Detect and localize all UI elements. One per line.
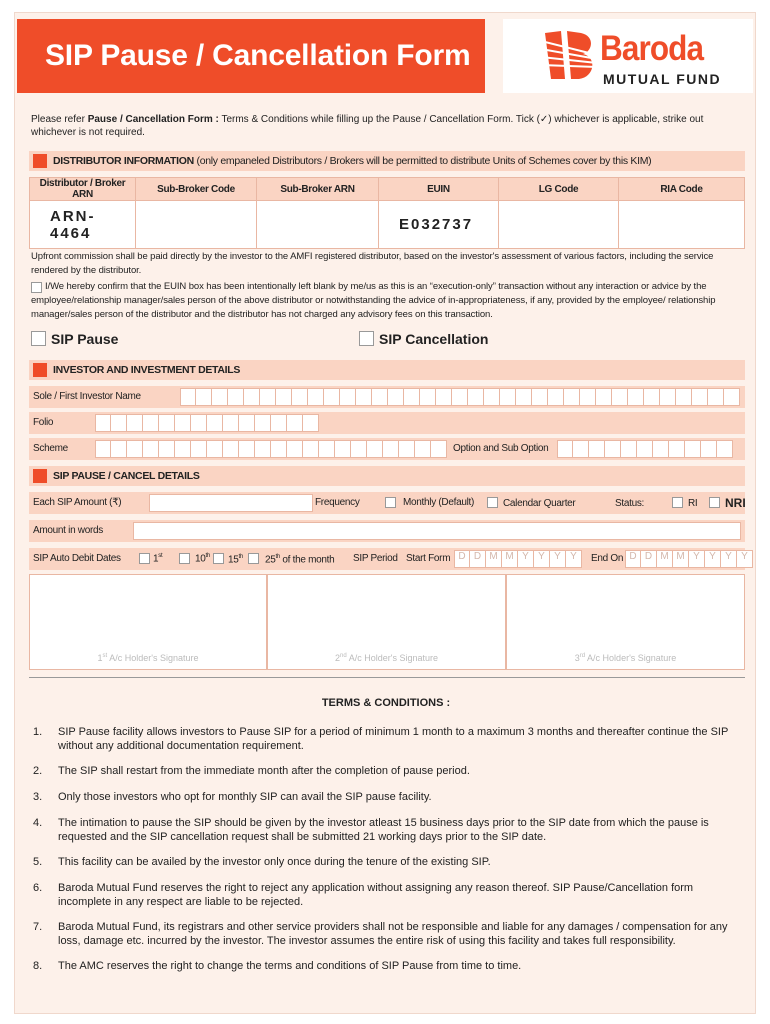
scheme-row	[29, 438, 745, 460]
debit-dates-label: SIP Auto Debit Dates	[33, 553, 121, 564]
date-25-num: 25	[265, 554, 276, 566]
monthly-checkbox[interactable]	[385, 497, 396, 508]
investor-name-input[interactable]	[180, 388, 740, 406]
lg-code-field[interactable]	[499, 201, 619, 249]
signature-box-3[interactable]	[506, 574, 745, 670]
monthly-label: Monthly (Default)	[403, 497, 475, 508]
quarterly-checkbox[interactable]	[487, 497, 498, 508]
date-1-suffix: st	[158, 553, 163, 559]
term-item	[33, 959, 743, 973]
folio-row	[29, 412, 745, 434]
date-1-num: 1	[153, 553, 159, 565]
logo-subtitle: MUTUAL FUND	[603, 71, 722, 87]
term-item	[33, 764, 743, 778]
amount-label: Each SIP Amount (₹)	[33, 497, 122, 508]
end-d2: D	[641, 550, 657, 568]
term-item	[33, 855, 743, 869]
sub-broker-arn-field[interactable]	[257, 201, 379, 249]
intro-text	[31, 113, 751, 139]
sig-3-num: 3	[574, 653, 580, 663]
term-item	[33, 725, 743, 753]
term-number: 4.	[33, 817, 43, 829]
distributor-title: DISTRIBUTOR INFORMATION	[53, 155, 194, 167]
col-header: Distributor / Broker ARN	[30, 178, 136, 201]
divider	[29, 677, 745, 678]
term-item	[33, 881, 743, 909]
terms-title: TERMS & CONDITIONS :	[321, 697, 451, 709]
col-header: Sub-Broker ARN	[257, 178, 379, 201]
sig-1-num: 1	[97, 653, 103, 663]
sip-cancellation-checkbox[interactable]	[359, 331, 374, 346]
sip-title: SIP PAUSE / CANCEL DETAILS	[53, 470, 200, 482]
investor-name-row	[29, 386, 745, 408]
start-m1: M	[486, 550, 502, 568]
term-number: 6.	[33, 882, 43, 894]
end-y3: Y	[721, 550, 737, 568]
date-25-text: of the month	[279, 554, 335, 566]
signature-box-2[interactable]	[267, 574, 506, 670]
sig-2-suffix: nd	[340, 653, 347, 659]
option-label: Option and Sub Option	[453, 443, 549, 454]
start-y4: Y	[566, 550, 582, 568]
euin-declaration-text	[31, 280, 747, 322]
amount-words-input[interactable]	[133, 522, 741, 540]
term-text: The AMC reserves the right to change the terms and conditions of SIP Pause from time to time.	[58, 960, 522, 972]
date-10-checkbox[interactable]	[179, 553, 190, 564]
date-10-num: 10	[195, 553, 206, 565]
sig-2-num: 2	[335, 653, 341, 663]
euin-declaration-checkbox[interactable]	[31, 282, 42, 293]
signature-box-1[interactable]	[29, 574, 267, 670]
sig-3-suffix: rd	[579, 653, 586, 659]
term-text: This facility can be availed by the investor only once during the tenure of the existing SIP.	[58, 856, 491, 868]
intro-bold: Pause / Cancellation Form :	[87, 114, 219, 125]
folio-label: Folio	[33, 417, 54, 428]
date-10-label	[195, 553, 210, 564]
term-text: Baroda Mutual Fund reserves the right to reject any application without assigning any reason thereof. SIP Pause/Cancellation form incomplete in any respect are liable to be rejected.	[58, 882, 694, 908]
amount-words-label: Amount in words	[33, 525, 103, 536]
term-number: 5.	[33, 856, 43, 868]
col-header: EUIN	[379, 178, 499, 201]
start-d1: D	[454, 550, 470, 568]
upfront-commission-text: Upfront commission shall be paid directly by the investor to the AMFI registered distributor, based on the investor's assessment of various factors, including the service rendered by the distributor.	[31, 251, 714, 276]
quarterly-label: Calendar Quarter	[503, 498, 576, 509]
date-25-suffix: th	[275, 554, 280, 560]
term-number: 2.	[33, 765, 43, 777]
sig-3-text: A/c Holder's Signature	[585, 653, 677, 663]
option-input[interactable]	[557, 440, 733, 458]
sip-period-label: SIP Period	[353, 553, 398, 564]
nri-label: NRI	[725, 496, 746, 510]
nri-checkbox[interactable]	[709, 497, 720, 508]
distributor-note: (only empaneled Distributors / Brokers will be permitted to distribute Units of Schemes cover by this KIM)	[193, 155, 652, 167]
ri-checkbox[interactable]	[672, 497, 683, 508]
start-date-input[interactable]	[454, 550, 582, 568]
section-marker-icon	[33, 469, 47, 483]
term-item	[33, 920, 743, 948]
ri-label: RI	[688, 498, 698, 509]
date-15-checkbox[interactable]	[213, 553, 224, 564]
investor-name-label: Sole / First Investor Name	[33, 391, 141, 402]
date-10-suffix: th	[205, 553, 210, 559]
term-item	[33, 790, 743, 804]
term-text: Only those investors who opt for monthly SIP can avail the SIP pause facility.	[58, 791, 432, 803]
end-date-input[interactable]	[625, 550, 753, 568]
signature-2-label	[268, 653, 505, 663]
date-1-checkbox[interactable]	[139, 553, 150, 564]
amount-words-row	[29, 520, 745, 542]
amount-input[interactable]	[149, 494, 313, 512]
start-y1: Y	[518, 550, 534, 568]
term-text: The SIP shall restart from the immediate month after the completion of pause period.	[58, 765, 470, 777]
term-text: The intimation to pause the SIP should be given by the investor atleast 15 business days prior to the SIP date from which the pause is requested and the SIP cancellation request shall be submitted 21 working days prior to the SIP date.	[58, 817, 709, 843]
term-number: 1.	[33, 726, 43, 738]
folio-input[interactable]	[95, 414, 319, 432]
scheme-label: Scheme	[33, 443, 68, 454]
end-d1: D	[625, 550, 641, 568]
col-header: RIA Code	[619, 178, 745, 201]
sip-cancellation-label: SIP Cancellation	[379, 331, 489, 347]
term-number: 7.	[33, 921, 43, 933]
scheme-input[interactable]	[95, 440, 447, 458]
start-y2: Y	[534, 550, 550, 568]
date-15-suffix: th	[238, 554, 243, 560]
section-marker-icon	[33, 363, 47, 377]
end-on-label: End On	[591, 553, 624, 564]
ria-code-field[interactable]	[619, 201, 745, 249]
intro-rest: Terms & Conditions while filling up the Pause / Cancellation Form. Tick (✓) whichever is applicable, strike out whichever is not required.	[31, 114, 704, 138]
amount-row	[29, 492, 745, 514]
term-text: SIP Pause facility allows investors to Pause SIP for a period of minimum 1 month to a maximum 3 months and thereafter continue the SIP without any additional documentation requirement.	[58, 726, 729, 752]
term-item	[33, 816, 743, 844]
sip-section-header	[29, 466, 745, 486]
col-header: Sub-Broker Code	[136, 178, 257, 201]
signature-3-label	[507, 653, 744, 663]
sip-pause-checkbox[interactable]	[31, 331, 46, 346]
intro-prefix: Please refer	[31, 114, 88, 125]
section-marker-icon	[33, 154, 47, 168]
form-page	[14, 12, 756, 1014]
distributor-table	[29, 177, 745, 249]
date-1-label	[153, 553, 162, 564]
baroda-logo	[503, 19, 753, 93]
sig-1-text: A/c Holder's Signature	[107, 653, 199, 663]
investor-title: INVESTOR AND INVESTMENT DETAILS	[53, 364, 241, 376]
distributor-section-header	[29, 151, 745, 171]
end-y4: Y	[737, 550, 753, 568]
sig-2-text: A/c Holder's Signature	[346, 653, 438, 663]
arn-field[interactable]: ARN-4464	[30, 201, 136, 249]
form-title: SIP Pause / Cancellation Form	[45, 39, 471, 72]
debit-dates-row	[29, 548, 748, 570]
end-m2: M	[673, 550, 689, 568]
end-y2: Y	[705, 550, 721, 568]
investor-section-header	[29, 360, 745, 380]
date-15-num: 15	[228, 554, 239, 566]
sip-pause-label: SIP Pause	[51, 331, 119, 347]
date-15-label	[228, 554, 243, 565]
start-d2: D	[470, 550, 486, 568]
sig-1-suffix: st	[102, 653, 108, 659]
signature-1-label	[30, 653, 266, 663]
start-y3: Y	[550, 550, 566, 568]
date-25-label	[265, 554, 334, 565]
status-label: Status:	[615, 498, 645, 509]
term-text: Baroda Mutual Fund, its registrars and other service providers shall not be responsible and liable for any damages / compensation for any loss, damage etc. incurred by the investor. The investor assumes the entire risk of using this facility and takes full responsibility.	[58, 921, 728, 947]
date-25-checkbox[interactable]	[248, 553, 259, 564]
sunburst-logo-icon	[541, 27, 599, 83]
euin-declaration: I/We hereby confirm that the EUIN box has been intentionally left blank by me/us as this is an “execution-only” transaction without any interaction or advice by the employee/relationship manager/sales person of the above distributor or notwithstanding the advice of in-appropriateness, if any, provided by the employee/ relationship manager/sales person of the distributor and the distributor has not charged any advisory fees on this transaction.	[31, 281, 716, 320]
start-m2: M	[502, 550, 518, 568]
euin-field[interactable]: E032737	[379, 201, 499, 249]
sub-broker-code-field[interactable]	[136, 201, 257, 249]
end-m1: M	[657, 550, 673, 568]
end-y1: Y	[689, 550, 705, 568]
term-number: 3.	[33, 791, 43, 803]
col-header: LG Code	[499, 178, 619, 201]
frequency-label: Frequency	[315, 497, 360, 508]
logo-wordmark: Baroda	[600, 29, 704, 68]
term-number: 8.	[33, 960, 43, 972]
start-from-label: Start Form	[406, 553, 451, 564]
